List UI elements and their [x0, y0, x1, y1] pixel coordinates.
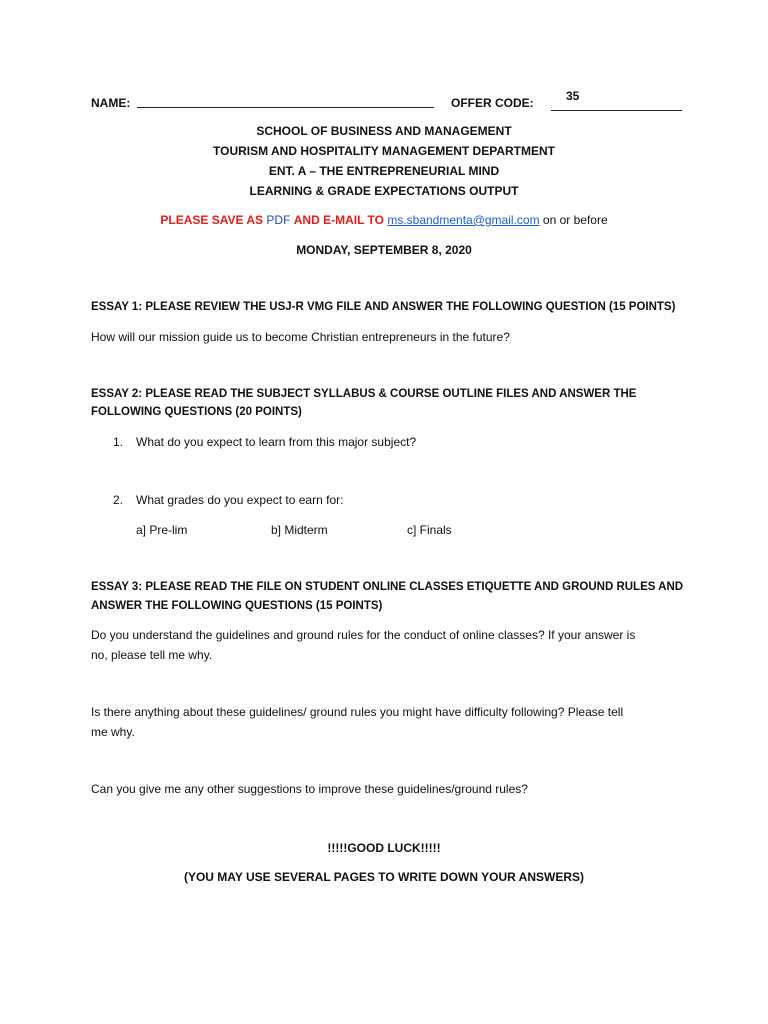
essay1-heading: ESSAY 1: PLEASE REVIEW THE USJ-R VMG FILE AND ANSWER THE FOLLOWING QUESTION (15 POINTS): [91, 301, 676, 313]
pdf-format-text: PDF: [266, 213, 291, 227]
output-title: LEARNING & GRADE EXPECTATIONS OUTPUT: [249, 184, 519, 198]
essay3-q1-line2: no, please tell me why.: [91, 648, 213, 662]
pages-note: (YOU MAY USE SEVERAL PAGES TO WRITE DOWN YOUR ANSWERS): [183, 870, 585, 884]
essay3-q1-line1: Do you understand the guidelines and ground rules for the conduct of online classes? If your answer is: [91, 628, 636, 642]
name-label: NAME:: [91, 96, 131, 110]
good-luck-text: !!!!!GOOD LUCK!!!!!: [327, 841, 441, 855]
essay2-q2-number: 2.: [113, 493, 124, 507]
school-title: SCHOOL OF BUSINESS AND MANAGEMENT: [256, 124, 512, 138]
offer-code-value: 35: [566, 89, 580, 103]
course-title: ENT. A – THE ENTREPRENEURIAL MIND: [268, 164, 500, 178]
deadline-date: MONDAY, SEPTEMBER 8, 2020: [296, 243, 472, 257]
grade-option-midterm: b] Midterm: [271, 523, 328, 537]
grade-option-prelim: a] Pre-lim: [136, 523, 188, 537]
essay1-question: How will our mission guide us to become Christian entrepreneurs in the future?: [91, 330, 510, 344]
submission-instruction: [0, 213, 768, 227]
essay2-q1-number: 1.: [113, 435, 124, 449]
essay2-heading-line1: ESSAY 2: PLEASE READ THE SUBJECT SYLLABUS & COURSE OUTLINE FILES AND ANSWER THE: [91, 388, 637, 400]
essay3-q3: Can you give me any other suggestions to improve these guidelines/ground rules?: [91, 782, 528, 796]
essay2-heading-line2: FOLLOWING QUESTIONS (20 POINTS): [91, 406, 302, 418]
essay3-q2-line2: me why.: [91, 725, 135, 739]
grade-option-finals: c] Finals: [407, 523, 452, 537]
essay2-q1-text: What do you expect to learn from this major subject?: [136, 435, 417, 449]
department-title: TOURISM AND HOSPITALITY MANAGEMENT DEPARTMENT: [213, 144, 555, 158]
email-link[interactable]: ms.sbandmenta@gmail.com: [387, 213, 540, 227]
essay3-q2-line1: Is there anything about these guidelines/ ground rules you might have difficulty following? Please tell: [91, 705, 624, 719]
offer-code-label: OFFER CODE:: [451, 96, 534, 110]
name-field-line[interactable]: [137, 107, 434, 108]
essay3-heading-line2: ANSWER THE FOLLOWING QUESTIONS (15 POINTS): [91, 600, 383, 612]
essay2-q2-text: What grades do you expect to earn for:: [136, 493, 344, 507]
email-to-text: AND E-MAIL TO: [293, 213, 384, 227]
offer-code-field-line[interactable]: [551, 110, 682, 111]
save-as-text: PLEASE SAVE AS: [160, 213, 264, 227]
deadline-prefix: on or before: [542, 213, 608, 227]
essay3-heading-line1: ESSAY 3: PLEASE READ THE FILE ON STUDENT ONLINE CLASSES ETIQUETTE AND GROUND RULES AND: [91, 581, 684, 593]
